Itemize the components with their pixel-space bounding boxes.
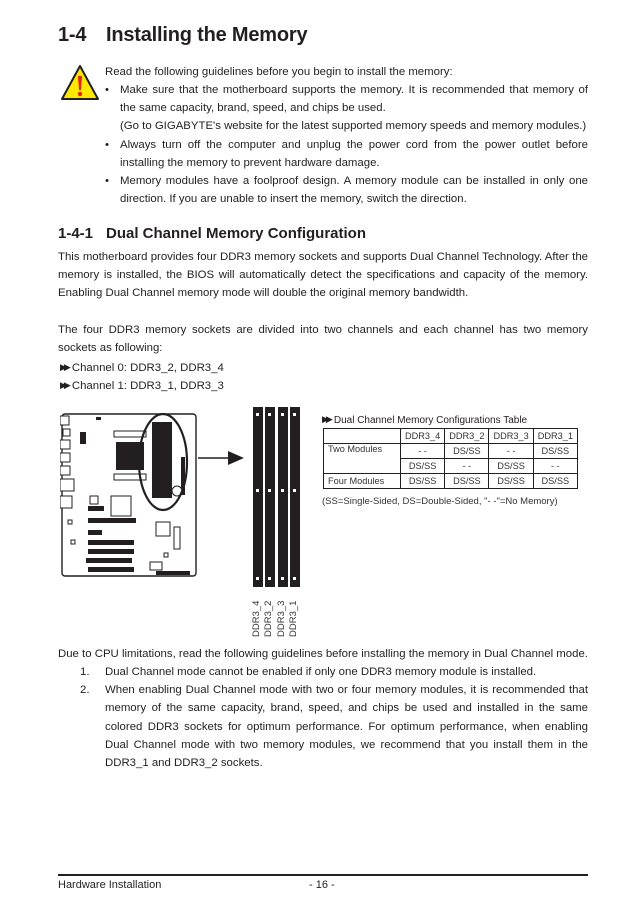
table-row (324, 444, 578, 459)
cpu-guidelines-intro: Due to CPU limitations, read the following guidelines before installing the memory in Dual Channel mode. (58, 648, 588, 660)
table-cell: DS/SS (489, 474, 533, 489)
list-number: 2. (80, 684, 90, 697)
motherboard-diagram (60, 412, 200, 578)
memory-slots-diagram (252, 407, 302, 587)
table-cell: DS/SS (533, 444, 577, 459)
subsection-heading (58, 225, 366, 242)
warning-triangle-icon (60, 64, 100, 102)
warning-bullet: • Make sure that the motherboard supports the memory. It is recommended that memory of the same capacity, brand, speed, and chips be used. (105, 81, 588, 117)
row-label: Four Modules (324, 474, 401, 489)
bullet-dot: • (105, 175, 109, 188)
row-label: Two Modules (324, 444, 401, 474)
table-cell: - - (489, 444, 533, 459)
list-item: 1. Dual Channel mode cannot be enabled if only one DDR3 memory module is installed. (80, 663, 588, 681)
section-title: Installing the Memory (106, 24, 308, 46)
cpu-guidelines-list (80, 663, 588, 772)
config-table (323, 428, 578, 489)
bullet-dot: • (105, 84, 109, 96)
config-table-title: ▶▶ Dual Channel Memory Configurations Table (322, 414, 528, 426)
section-number: 1-4 (58, 24, 87, 46)
warning-bullet: • Memory modules have a foolproof design. A memory module can be installed in only one direction. If you are unable to insert the memory, switch the direction. (105, 172, 588, 208)
slot-label: DDR3_1 (288, 600, 299, 637)
section-heading (58, 24, 307, 47)
bullet-dot: • (105, 138, 109, 151)
dual-channel-paragraph: This motherboard provides four DDR3 memory sockets and supports Dual Channel Technology. After the memory is installed, the BIOS will automatically detect the specifications and capacity of the memory. Enabling Dual Channel memory mode will double the original memory bandwidth. (58, 251, 588, 300)
warning-bullet: • Always turn off the computer and unplug the power cord from the power outlet before installing the memory to prevent hardware damage. (105, 136, 588, 172)
channel-1-item: ▶▶ Channel 1: DDR3_1, DDR3_3 (60, 380, 224, 392)
table-header-cell: DDR3_1 (533, 429, 577, 444)
table-cell: - - (401, 444, 445, 459)
table-cell: - - (445, 459, 489, 474)
table-row (324, 474, 578, 489)
table-header-cell: DDR3_3 (489, 429, 533, 444)
table-cell: DS/SS (401, 459, 445, 474)
table-legend: (SS=Single-Sided, DS=Double-Sided, "- -"=No Memory) (322, 496, 558, 507)
slot-label: DDR3_3 (276, 600, 287, 637)
footer-divider (58, 874, 588, 876)
subsection-number: 1-4-1 (58, 225, 94, 242)
table-header-row (324, 429, 578, 444)
table-cell: DS/SS (401, 474, 445, 489)
channel-0-item: ▶▶ Channel 0: DDR3_2, DDR3_4 (60, 362, 224, 374)
slot-label: DDR3_4 (251, 600, 262, 637)
table-cell: DS/SS (533, 474, 577, 489)
sockets-paragraph: The four DDR3 memory sockets are divided into two channels and each channel has two memory sockets as following: (58, 324, 588, 355)
memory-slot (253, 407, 300, 587)
table-cell: DS/SS (445, 444, 489, 459)
list-item: 2. When enabling Dual Channel mode with two or four memory modules, it is recommended that memory of the same capacity, brand, speed, and chips be used and installed in the same colored DDR3 sockets for optimum performance. For optimum performance, when enabling Dual Channel mode with two memory modules, we recommend that you install them in the DDR3_1 and DDR3_2 sockets. (80, 681, 588, 772)
table-cell: - - (533, 459, 577, 474)
subsection-title: Dual Channel Memory Configuration (106, 225, 367, 242)
slot-labels (252, 593, 302, 637)
table-cell: DS/SS (489, 459, 533, 474)
footer-chapter: Hardware Installation (58, 879, 162, 891)
page-number: - 16 - (309, 879, 335, 891)
warning-bullets (105, 81, 588, 208)
arrow-right-icon (198, 450, 246, 466)
slot-label: DDR3_2 (263, 600, 274, 637)
table-header-cell: DDR3_2 (445, 429, 489, 444)
table-header-cell: DDR3_4 (401, 429, 445, 444)
list-number: 1. (80, 666, 90, 678)
table-header-cell (324, 429, 401, 444)
warning-intro: Read the following guidelines before you begin to install the memory: (105, 66, 453, 78)
double-arrow-icon: ▶▶ (60, 362, 68, 372)
double-arrow-icon: ▶▶ (60, 380, 68, 390)
warning-note: (Go to GIGABYTE's website for the latest supported memory speeds and memory modules.) (120, 120, 587, 133)
table-cell: DS/SS (445, 474, 489, 489)
double-arrow-icon: ▶▶ (322, 414, 330, 424)
